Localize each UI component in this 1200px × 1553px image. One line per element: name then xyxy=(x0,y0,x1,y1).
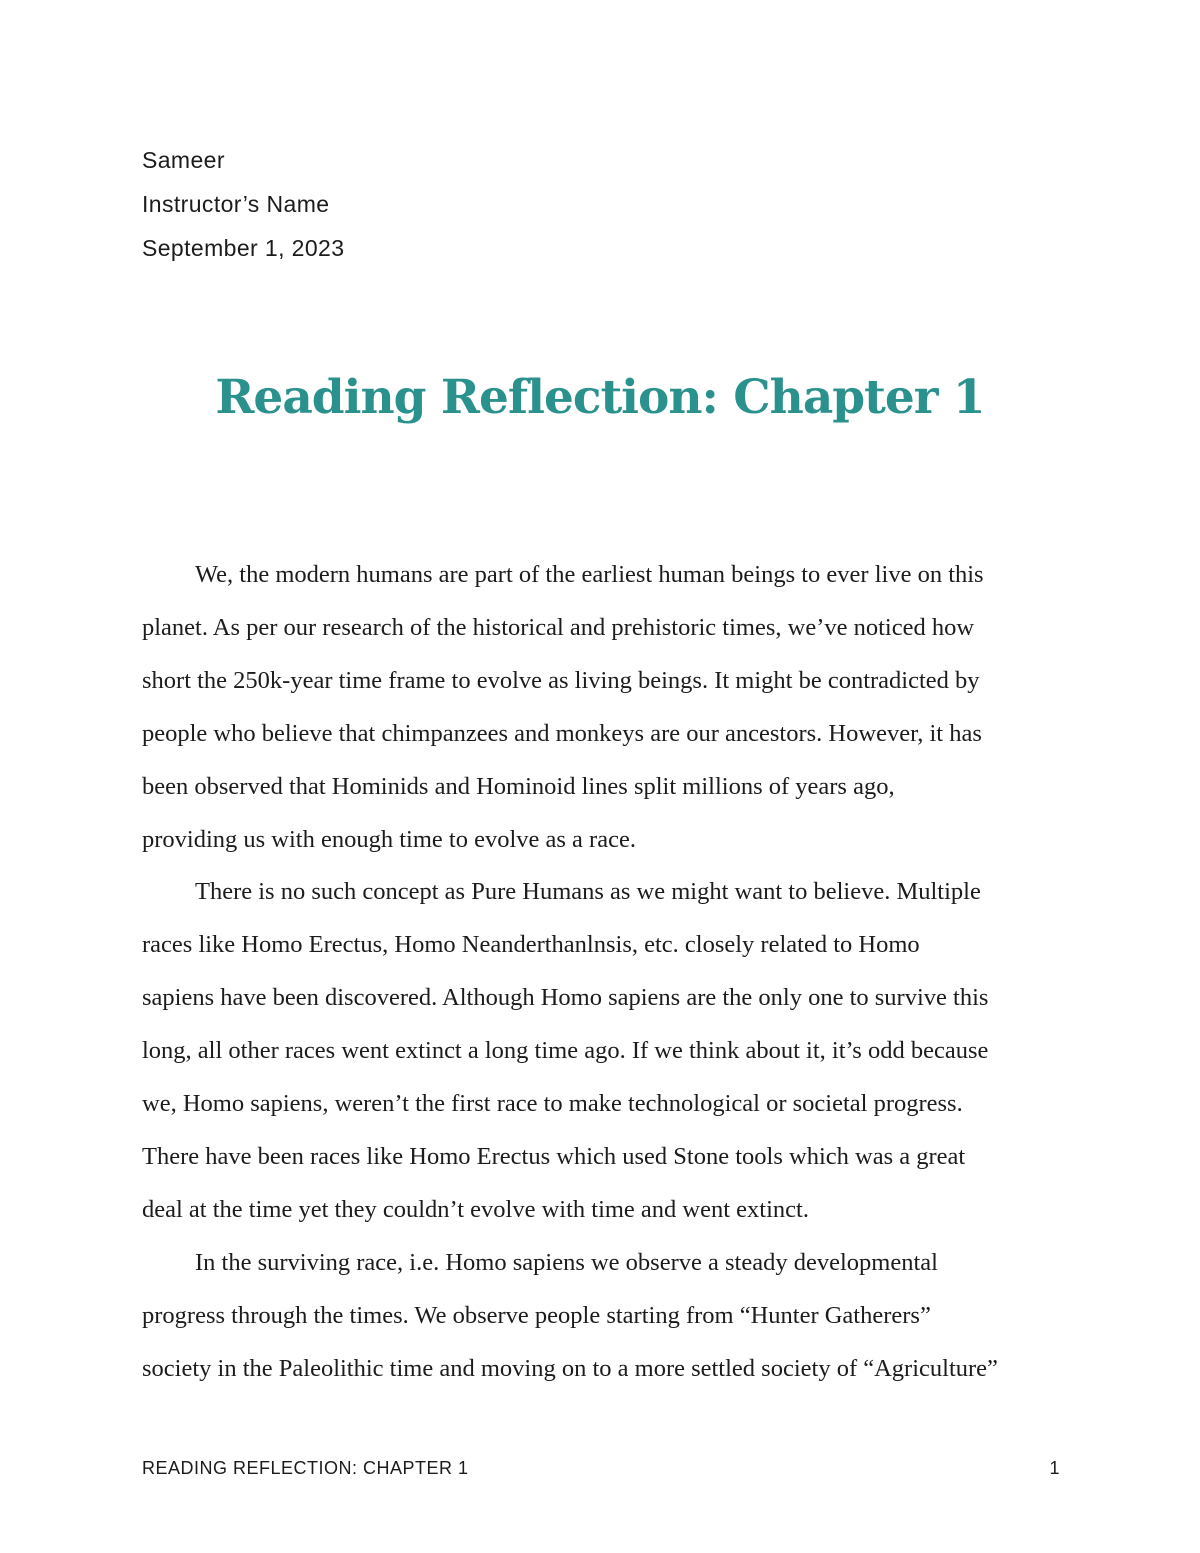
paragraph-line: providing us with enough time to evolve as a race. xyxy=(142,825,636,853)
paragraph-line: In the surviving race, i.e. Homo sapiens we observe a steady developmental xyxy=(195,1248,938,1276)
document-date: September 1, 2023 xyxy=(142,235,345,261)
paragraph-line: long, all other races went extinct a long time ago. If we think about it, it’s odd because xyxy=(142,1037,989,1065)
paragraph-line: progress through the times. We observe people starting from “Hunter Gatherers” xyxy=(142,1301,931,1329)
paragraph-line: society in the Paleolithic time and moving on to a more settled society of “Agriculture” xyxy=(142,1354,998,1382)
document-title: Reading Reflection: Chapter 1 xyxy=(215,370,985,425)
paragraph-line: races like Homo Erectus, Homo Neanderthanlnsis, etc. closely related to Homo xyxy=(142,931,920,959)
footer-page-number: 1 xyxy=(1049,1458,1060,1478)
paragraph-line: There is no such concept as Pure Humans as we might want to believe. Multiple xyxy=(195,878,981,906)
paragraph-line: been observed that Hominids and Hominoid lines split millions of years ago, xyxy=(142,772,895,800)
document-body xyxy=(142,549,1064,1396)
paragraph-line: short the 250k-year time frame to evolve as living beings. It might be contradicted by xyxy=(142,666,980,694)
paragraph-line: people who believe that chimpanzees and monkeys are our ancestors. However, it has xyxy=(142,719,982,747)
page-footer xyxy=(142,1458,1060,1488)
paragraph-line: There have been races like Homo Erectus which used Stone tools which was a great xyxy=(142,1142,966,1170)
author-name: Sameer xyxy=(142,147,225,173)
instructor-name: Instructor’s Name xyxy=(142,191,330,217)
paragraph-3 xyxy=(142,1237,1064,1396)
paragraph-1 xyxy=(142,549,1064,866)
paragraph-line: We, the modern humans are part of the earliest human beings to ever live on this xyxy=(195,561,984,588)
footer-running-title: READING REFLECTION: CHAPTER 1 xyxy=(142,1458,469,1478)
paragraph-line: we, Homo sapiens, weren’t the first race to make technological or societal progress. xyxy=(142,1090,963,1118)
document-header xyxy=(142,138,742,270)
paragraph-line: sapiens have been discovered. Although Homo sapiens are the only one to survive this xyxy=(142,984,989,1012)
paragraph-line: deal at the time yet they couldn’t evolve with time and went extinct. xyxy=(142,1195,809,1223)
paragraph-2 xyxy=(142,866,1064,1236)
paragraph-line: planet. As per our research of the historical and prehistoric times, we’ve noticed how xyxy=(142,613,975,641)
